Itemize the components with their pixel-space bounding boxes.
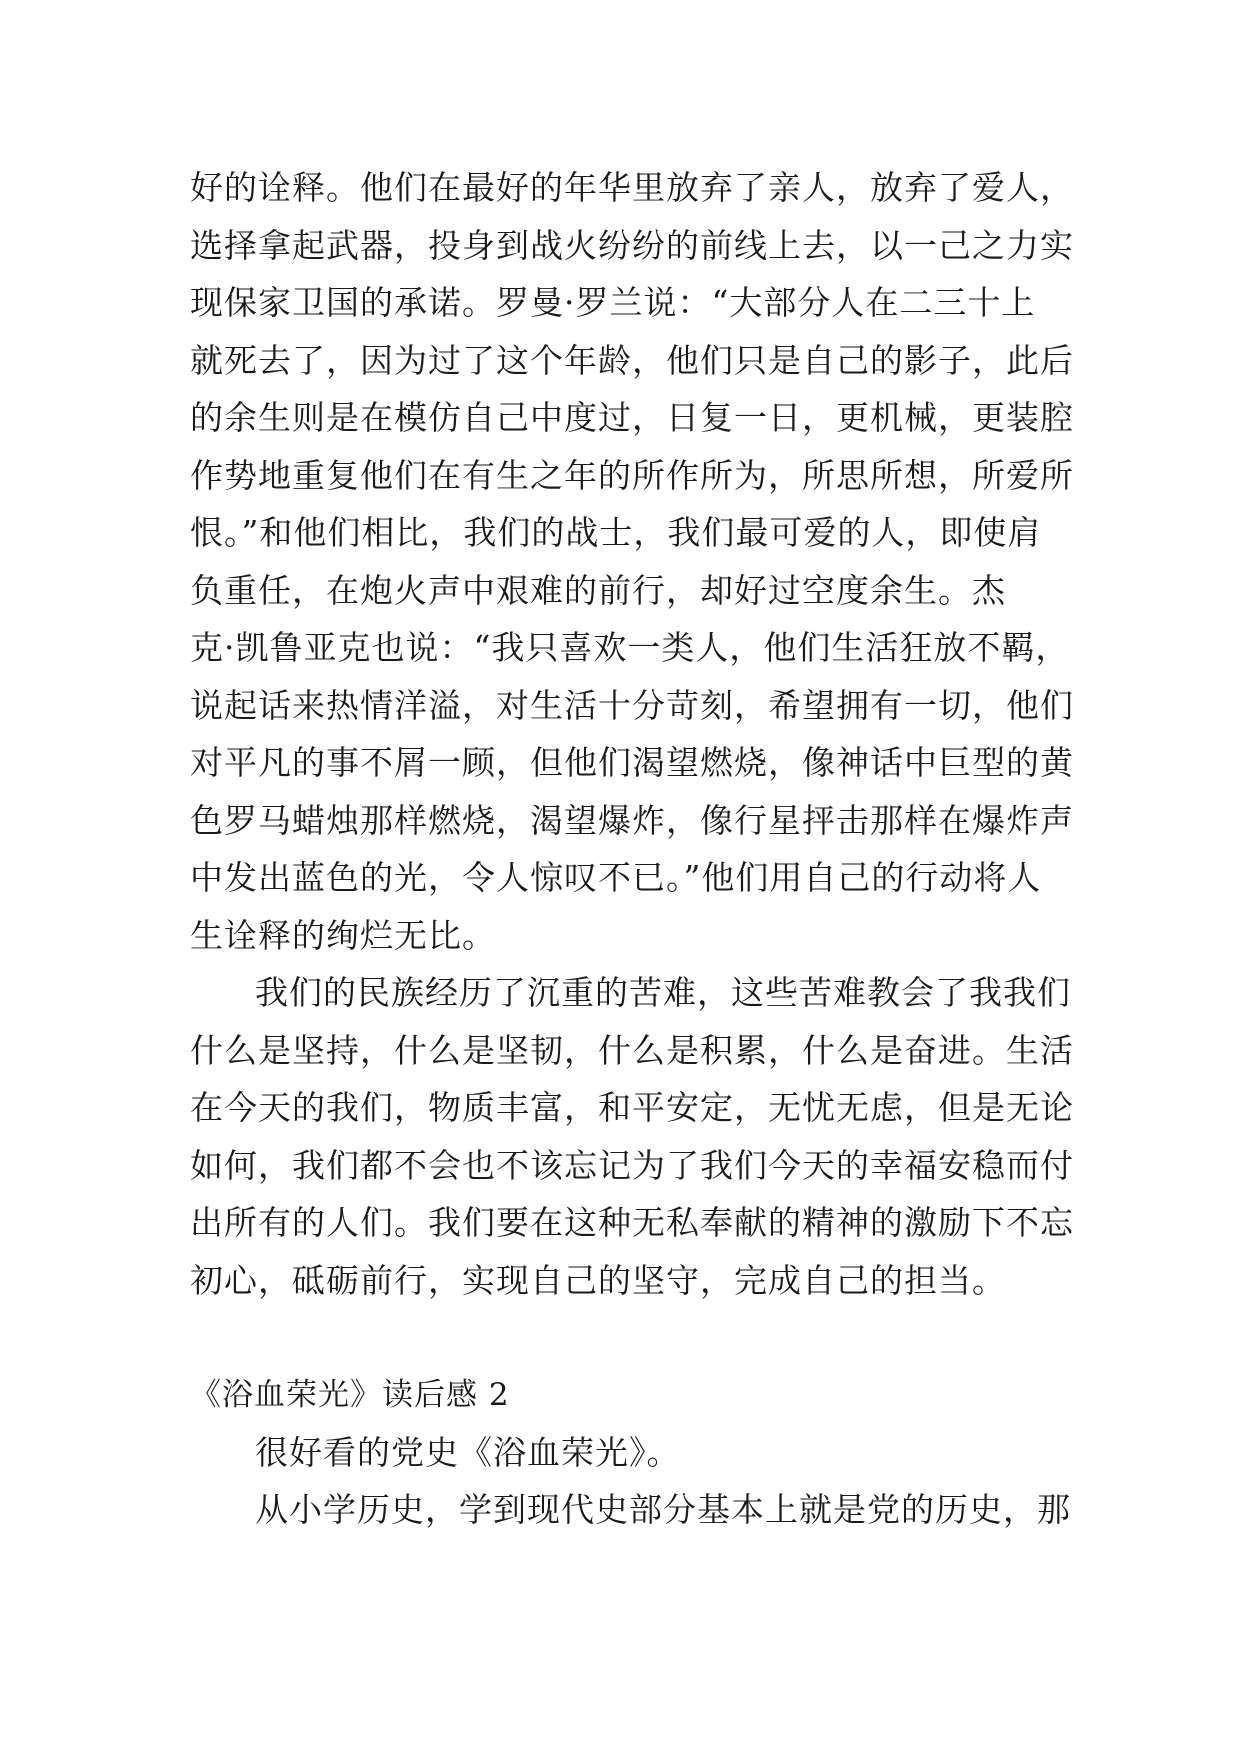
text-line: 在今天的我们，物质丰富，和平安定，无忧无虑，但是无论 xyxy=(190,1088,1074,1127)
text-line: 恨。”和他们相比，我们的战士，我们最可爱的人，即使肩 xyxy=(190,513,1042,552)
text-line: 的余生则是在模仿自己中度过，日复一日，更机械，更装腔 xyxy=(190,398,1074,437)
text-line: 好的诠释。他们在最好的年华里放弃了亲人，放弃了爱人， xyxy=(190,168,1074,207)
text-line: 色罗马蜡烛那样燃烧，渴望爆炸，像行星抨击那样在爆炸声 xyxy=(190,801,1074,840)
section-title: 《浴血荣光》读后感 2 xyxy=(190,1377,510,1413)
text-line: 现保家卫国的承诺。罗曼·罗兰说：“大部分人在二三十上 xyxy=(190,283,1036,322)
text-line: 对平凡的事不屑一顾，但他们渴望燃烧，像神话中巨型的黄 xyxy=(190,743,1074,782)
text-line: 作势地重复他们在有生之年的所作所为，所思所想，所爱所 xyxy=(190,456,1074,495)
text-line: 生诠释的绚烂无比。 xyxy=(190,916,496,955)
text-line: 负重任，在炮火声中艰难的前行，却好过空度余生。杰 xyxy=(190,571,1006,610)
text-line: 初心，砥砺前行，实现自己的坚守，完成自己的担当。 xyxy=(190,1261,1006,1300)
text-line: 克·凯鲁亚克也说：“我只喜欢一类人，他们生活狂放不羁， xyxy=(190,628,1070,667)
text-line: 什么是坚持，什么是坚韧，什么是积累，什么是奋进。生活 xyxy=(190,1031,1074,1070)
text-line: 很好看的党史《浴血荣光》。 xyxy=(255,1433,681,1472)
text-line: 我们的民族经历了沉重的苦难，这些苦难教会了我我们 xyxy=(255,973,1071,1012)
text-line: 中发出蓝色的光，令人惊叹不已。”他们用自己的行动将人 xyxy=(190,858,1042,897)
text-line: 出所有的人们。我们要在这种无私奉献的精神的激励下不忘 xyxy=(190,1203,1074,1242)
text-line: 如何，我们都不会也不该忘记为了我们今天的幸福安稳而付 xyxy=(190,1146,1074,1185)
text-line: 选择拿起武器，投身到战火纷纷的前线上去，以一己之力实 xyxy=(190,226,1074,265)
text-line: 从小学历史，学到现代史部分基本上就是党的历史，那 xyxy=(255,1490,1071,1529)
text-line: 说起话来热情洋溢，对生活十分苛刻，希望拥有一切，他们 xyxy=(190,686,1074,725)
text-line: 就死去了，因为过了这个年龄，他们只是自己的影子，此后 xyxy=(190,341,1074,380)
